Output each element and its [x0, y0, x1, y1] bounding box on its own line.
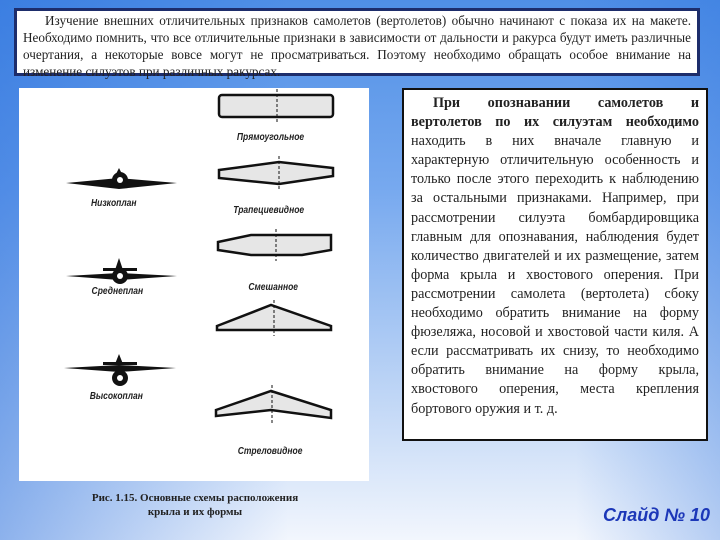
label-mid-wing: Среднеплан: [91, 286, 144, 297]
label-rectangular: Прямоугольное: [236, 132, 305, 143]
intro-text-box: Изучение внешних отличительных признаков самолетов (вертолетов) обычно начинают с показа их на макете. Необходимо помнить, что все отличительные признаки в зависимости от дальности и ракурса будут иметь различные очертания, а некоторые вовсе могут не просматриваться. Поэтому необходимо обращать особое внимание на изменение силуэтов при различных ракурсах.: [14, 8, 700, 76]
wing-trapezoidal-icon: [219, 162, 333, 184]
plane-low-wing-icon: [66, 168, 177, 189]
body-text-bold: При опознавании самолетов и вертолетов по их силуэтам необходимо: [411, 95, 699, 131]
wing-rectangular-icon: [219, 95, 333, 117]
caption-line-2: крыла и их формы: [147, 506, 243, 518]
label-low-wing: Низкоплан: [91, 198, 137, 209]
wing-swept-icon: [216, 391, 331, 418]
figure-caption: [60, 491, 330, 519]
label-swept: Стреловидное: [237, 446, 303, 457]
label-high-wing: Высокоплан: [89, 391, 143, 402]
wing-mixed-icon: [218, 235, 331, 255]
caption-line-1: Рис. 1.15. Основные схемы расположения: [91, 492, 299, 504]
body-text: находить в них вначале главную и характерную отличительную особенность и только после этого переходить к наблюдению за остальными признаками. Например, при рассмотрении силуэта бомбардировщика главным для опознавания, наблюдения будет количество двигателей и их размещение, затем форма крыла и хвостового оперения. При рассмотрении самолета (вертолета) сбоку необходимо обратить внимание на форму фюзеляжа, носовой и хвостовой части киля. А если рассматривать их снизу, то необходимо обратить внимание на форму крыла, хвостового оперения, места крепления бортового оружия и т. д.: [411, 133, 699, 417]
label-trapezoidal: Трапециевидное: [233, 205, 305, 216]
plane-mid-wing-icon: [66, 258, 177, 284]
label-mixed: Смешанное: [248, 282, 299, 293]
plane-high-wing-icon: [64, 354, 176, 386]
slide-number: Слайд № 10: [603, 505, 710, 525]
figure-wing-schemes: [19, 88, 369, 481]
body-text-box: [402, 88, 708, 441]
